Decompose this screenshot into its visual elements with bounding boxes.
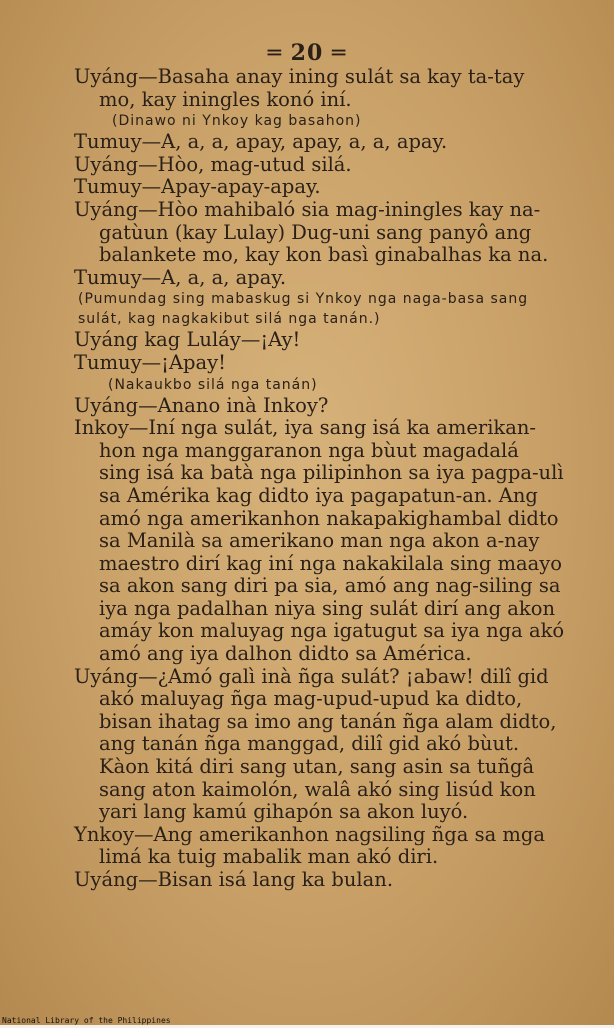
dialogue-line: Uyáng—Hòo, mag-utud silá.: [74, 152, 352, 176]
dialogue-line: Uyáng kag Luláy—¡Ay!: [74, 328, 301, 352]
dialogue-line: Inkoy—Iní nga sulát, iya sang isá ka amerikan-hon nga manggaranon nga bùut magadalá sing isá ka batà nga pilipinhon sa iya pagpa-ulì sa Amérika kag didto iya pagapatun-an. Ang amó nga amerikanhon nakapakighambal didto sa Manilà sa amerikano man nga akon a-nay maestro dirí kag iní nga nakakilala sing maayo sa akon sang diri pa sia, amó ang nag-siling sa iya nga padalhan niya sing sulát dirí ang akon amáy kon maluyag nga igatugut sa iya nga akó amó ang iya dalhon didto sa América.: [74, 416, 565, 666]
dialogue-line: Uyáng—¿Amó galì inà ñga sulát? ¡abaw! dilî gid akó maluyag ñga mag-upud-upud ka didto, bisan ihatag sa imo ang tanán ñga alam didto, ang tanán ñga manggad, dilî gid akó bùut. Kàon kitá diri sang utan, sang asin sa tuñgâ sang aton kaimolón, walâ akó sing lisúd kon yari lang kamú gihapón sa akon luyó.: [74, 664, 557, 824]
dialogue-line: Tumuy—A, a, a, apay.: [74, 265, 287, 289]
dialogue-line: Uyáng—Bisan isá lang ka bulan.: [74, 868, 394, 891]
play-text: [74, 66, 566, 892]
dialogue-line: Uyáng—Hòo mahibaló sia mag-iningles kay na-gatùun (kay Lulay) Dug-uni sang panyô ang balankete mo, kay kon basì ginabalhas ka na.: [74, 197, 549, 267]
dialogue-line: Uyáng—Basaha anay ining sulát sa kay ta-tay mo, kay iningles konó iní.: [74, 65, 525, 111]
stage-direction: (Dinawo ni Ynkoy kag basahon): [112, 113, 362, 130]
dialogue-line: Ynkoy—Ang amerikanhon nagsiling ñga sa mga limá ka tuig mabalik man akó diri.: [74, 822, 546, 869]
stage-direction: (Pumundag sing mabaskug si Ynkoy nga naga-basa sang sulát, kag nagkakibut silá nga tanán.): [78, 291, 529, 328]
stage-direction: (Nakaukbo silá nga tanán): [108, 376, 318, 393]
dialogue-line: Tumuy—A, a, a, apay, apay, a, a, apay.: [74, 130, 448, 154]
page-number: ═ 20 ═: [267, 40, 347, 66]
dialogue-line: Tumuy—¡Apay!: [74, 350, 227, 374]
dialogue-line: Uyáng—Anano inà Inkoy?: [74, 393, 329, 417]
dialogue-line: Tumuy—Apay-apay-apay.: [74, 175, 321, 199]
library-credit: National Library of the Philippines: [2, 1016, 171, 1025]
